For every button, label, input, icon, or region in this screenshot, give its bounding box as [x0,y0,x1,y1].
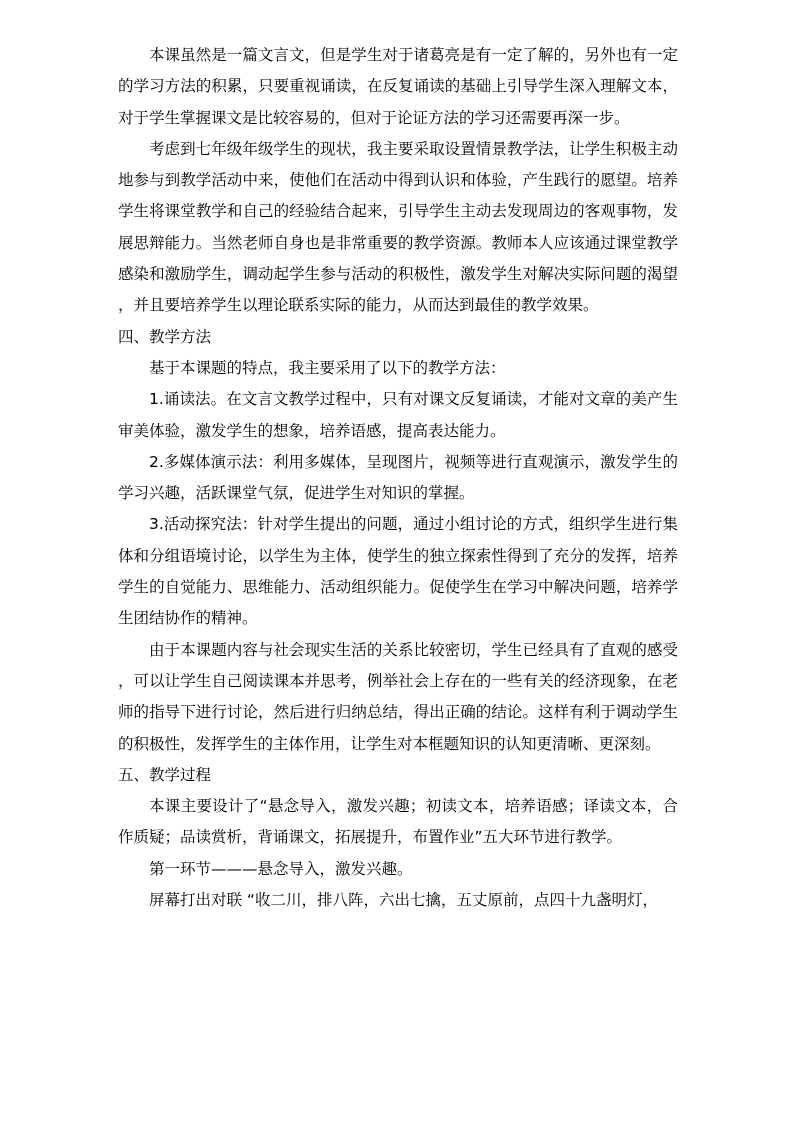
paragraph-intro-analysis: 本课虽然是一篇文言文，但是学生对于诸葛亮是有一定了解的，另外也有一定的学习方法的积累，只要重视诵读，在反复诵读的基础上引导学生深入理解文本，对于学生掌握课文是比较容易的，但对于论证方法的学习还需要再深一步。 [118,46,678,127]
list-item-method-inquiry: 3.活动探究法：针对学生提出的问题，通过小组讨论的方式，组织学生进行集体和分组语境讨论，以学生为主体，使学生的独立探索性得到了充分的发挥，培养学生的自觉能力、思维能力、活动组织能力。促使学生在学习中解决问题，培养学生团结协作的精神。 [118,515,678,628]
section-heading-teaching-methods: 四、教学方法 [118,327,212,346]
section-heading-teaching-process: 五、教学过程 [118,765,212,784]
paragraph-process-overview: 本课主要设计了“悬念导入，激发兴趣；初读文本，培养语感；译读文本，合作质疑；品读赏析，背诵课文，拓展提升，布置作业”五大环节进行教学。 [118,797,678,847]
list-item-method-multimedia: 2.多媒体演示法：利用多媒体，呈现图片，视频等进行直观演示，激发学生的学习兴趣，活跃课堂气氛，促进学生对知识的掌握。 [118,452,678,503]
document-body [118,40,678,916]
list-item-method-recitation: 1.诵读法。在文言文教学过程中，只有对课文反复诵读，才能对文章的美产生审美体验，激发学生的想象，培养语感，提高表达能力。 [118,390,678,440]
paragraph-student-situation: 考虑到七年级年级学生的现状，我主要采取设置情景教学法，让学生积极主动地参与到教学活动中来，使他们在活动中得到认识和体验，产生践行的愿望。培养学生将课堂教学和自己的经验结合起来，引导学生主动去发现周边的客观事物，发展思辩能力。当然老师自身也是非常重要的教学资源。教师本人应该通过课堂教学感染和激励学生，调动起学生参与活动的积极性，激发学生对解决实际问题的渴望，并且要培养学生以理论联系实际的能力，从而达到最佳的教学效果。 [118,139,678,315]
paragraph-couplet-display: 屏幕打出对联 “收二川，排八阵，六出七擒，五丈原前，点四十九盏明灯， [149,891,658,910]
paragraph-social-reality: 由于本课题内容与社会现实生活的关系比较密切，学生已经具有了直观的感受，可以让学生自己阅读课本并思考，例举社会上存在的一些有关的经济现象，在老师的指导下进行讨论，然后进行归纳总结，得出正确的结论。这样有利于调动学生的积极性，发挥学生的主体作用，让学生对本框题知识的认知更清晰、更深刻。 [118,640,678,753]
paragraph-stage-one: 第一环节———悬念导入，激发兴趣。 [149,859,413,878]
paragraph-methods-intro: 基于本课题的特点，我主要采用了以下的教学方法： [149,358,506,377]
